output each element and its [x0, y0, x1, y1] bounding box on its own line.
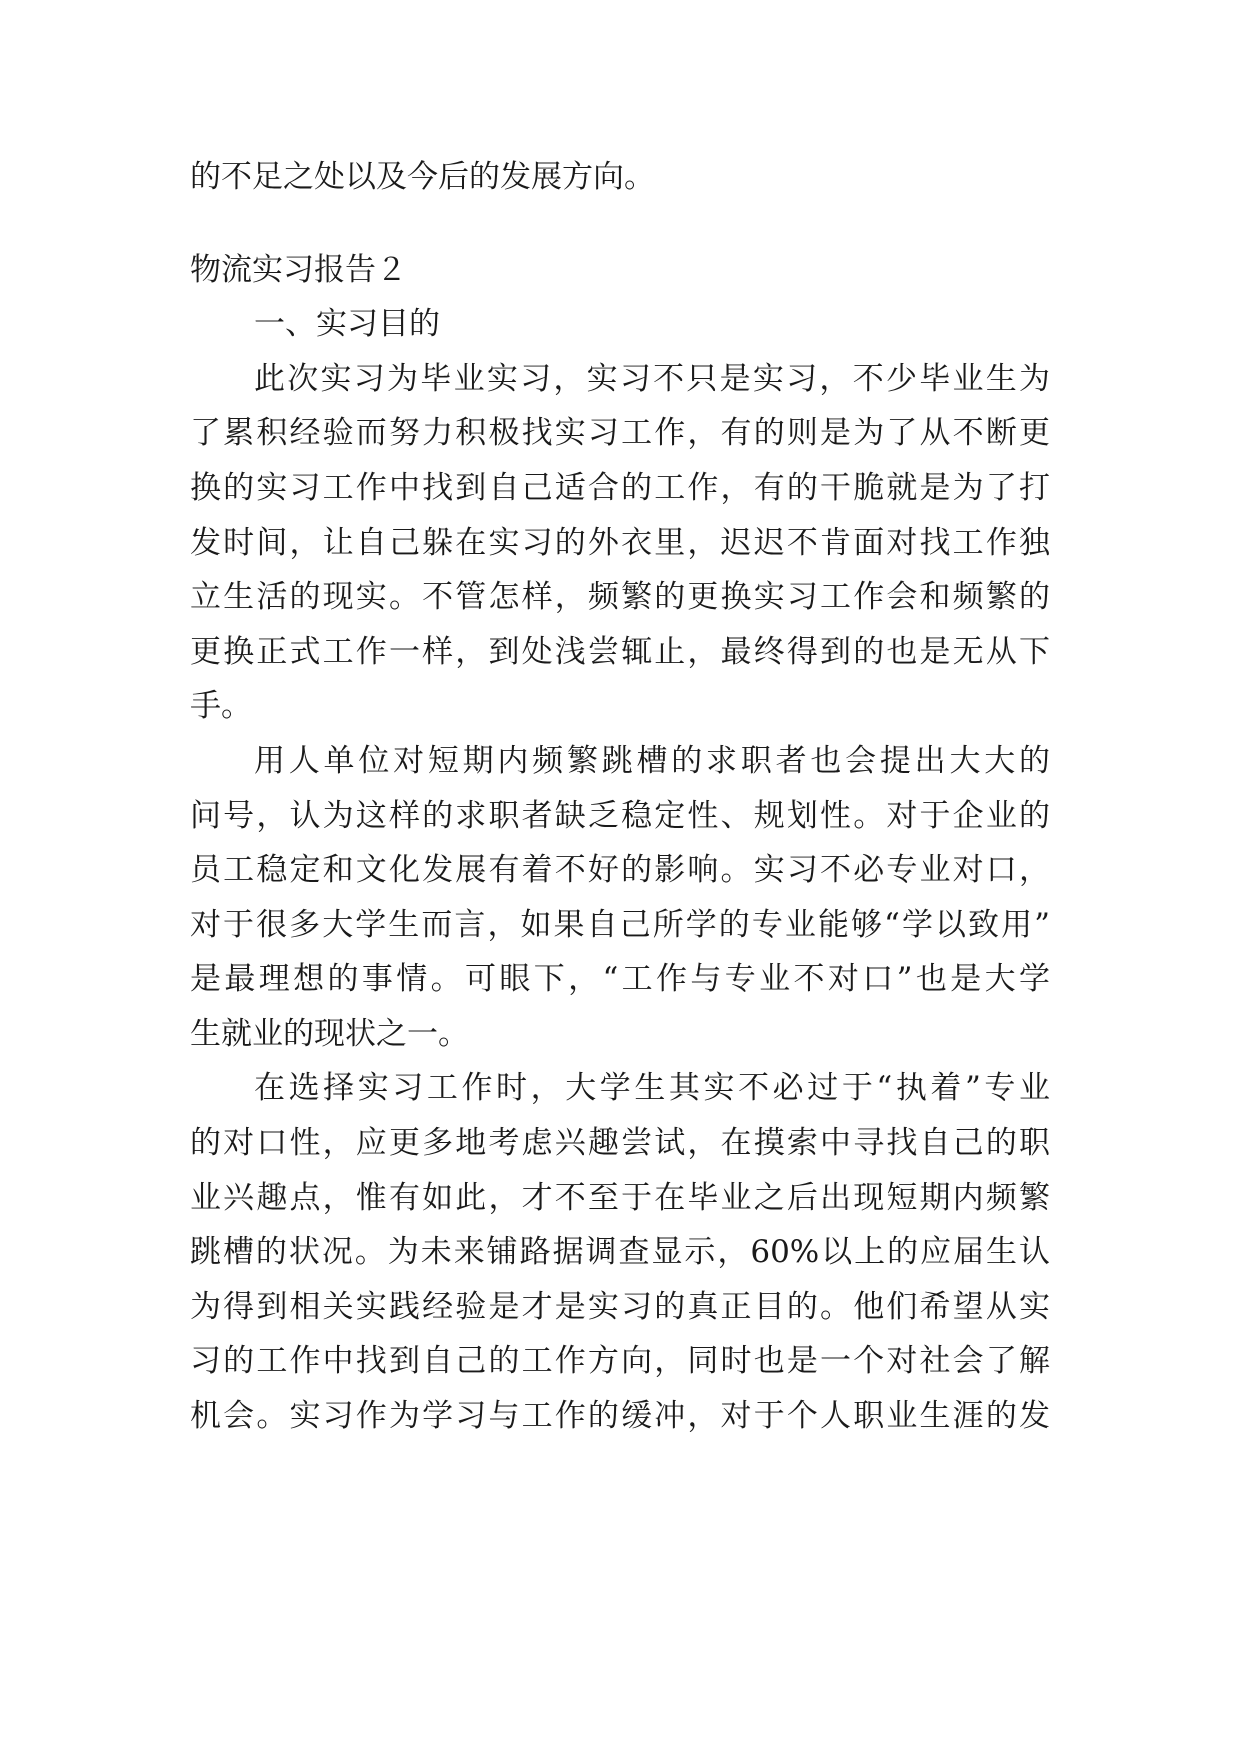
- paragraph-line: 为得到相关实践经验是才是实习的真正目的。他们希望从实: [190, 1289, 1050, 1325]
- paragraph-line: 对于很多大学生而言，如果自己所学的专业能够“学以致用”: [190, 907, 1050, 943]
- intro-tail-text: 的不足之处以及今后的发展方向。: [190, 159, 655, 195]
- paragraph-line: 了累积经验而努力积极找实习工作，有的则是为了从不断更: [190, 415, 1050, 451]
- document-title: 物流实习报告２: [190, 252, 407, 288]
- paragraph-line: 问号，认为这样的求职者缺乏稳定性、规划性。对于企业的: [190, 798, 1050, 834]
- paragraph-line: 立生活的现实。不管怎样，频繁的更换实习工作会和频繁的: [190, 579, 1050, 615]
- paragraph-line: 在选择实习工作时，大学生其实不必过于“执着”专业: [254, 1070, 1050, 1106]
- paragraph-line: 的对口性，应更多地考虑兴趣尝试，在摸索中寻找自己的职: [190, 1125, 1050, 1161]
- paragraph-line: 是最理想的事情。可眼下，“工作与专业不对口”也是大学: [190, 961, 1050, 997]
- paragraph-line: 用人单位对短期内频繁跳槽的求职者也会提出大大的: [254, 743, 1050, 779]
- paragraph-line: 跳槽的状况。为未来铺路据调查显示，60%以上的应届生认: [190, 1234, 1050, 1270]
- paragraph-line: 机会。实习作为学习与工作的缓冲，对于个人职业生涯的发: [190, 1398, 1050, 1434]
- paragraph-line: 换的实习工作中找到自己适合的工作，有的干脆就是为了打: [190, 470, 1050, 506]
- paragraph-line: 更换正式工作一样，到处浅尝辄止，最终得到的也是无从下: [190, 634, 1050, 670]
- section-heading-purpose: 一、实习目的: [254, 306, 440, 342]
- paragraph-line: 员工稳定和文化发展有着不好的影响。实习不必专业对口，: [190, 852, 1050, 888]
- paragraph-line: 手。: [190, 688, 252, 724]
- paragraph-line: 习的工作中找到自己的工作方向，同时也是一个对社会了解: [190, 1343, 1050, 1379]
- paragraph-line: 生就业的现状之一。: [190, 1016, 469, 1052]
- paragraph-line: 业兴趣点，惟有如此，才不至于在毕业之后出现短期内频繁: [190, 1180, 1050, 1216]
- paragraph-line: 发时间，让自己躲在实习的外衣里，迟迟不肯面对找工作独: [190, 525, 1050, 561]
- paragraph-line: 此次实习为毕业实习，实习不只是实习，不少毕业生为: [254, 361, 1050, 397]
